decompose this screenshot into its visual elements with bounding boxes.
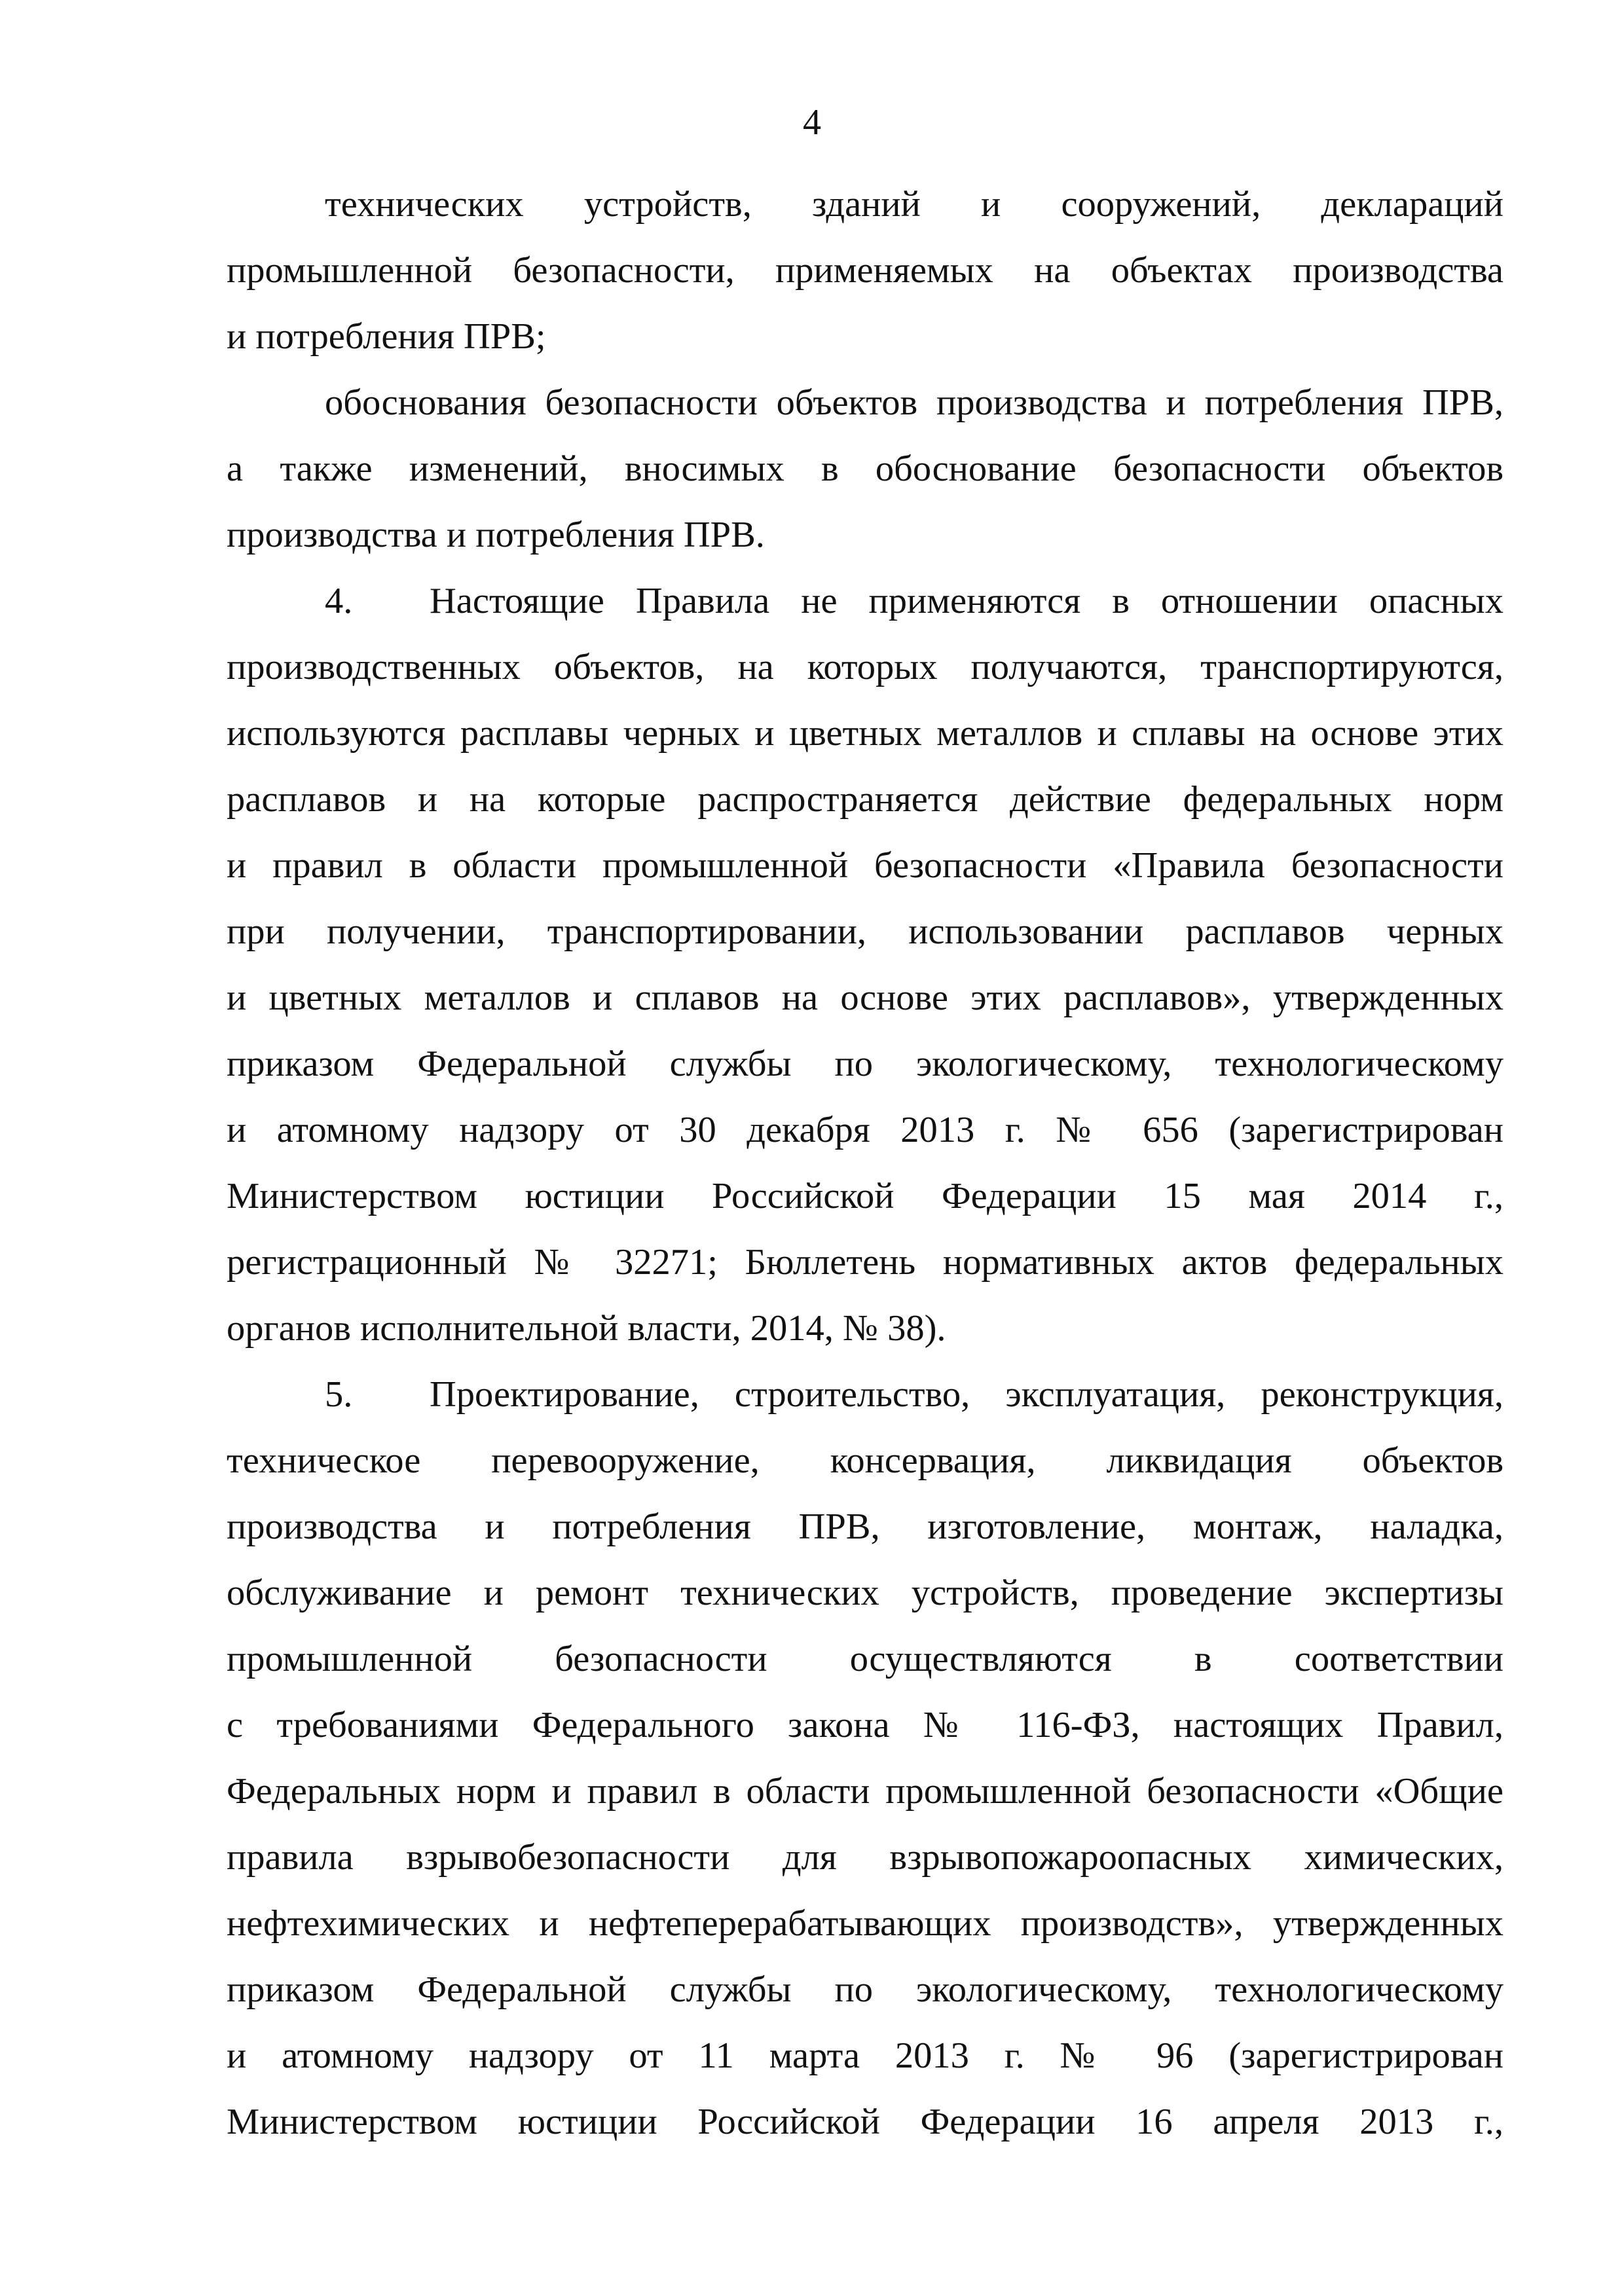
text-line: обоснования безопасности объектов производства и потребления ПРВ,	[325, 382, 1504, 423]
text-line: промышленной безопасности осуществляются в соответствии	[227, 1639, 1504, 1679]
text-line: и правил в области промышленной безопасности «Правила безопасности	[227, 845, 1504, 886]
text-line: и потребления ПРВ;	[227, 316, 546, 357]
page-number: 4	[803, 102, 821, 143]
text-line: производства и потребления ПРВ, изготовление, монтаж, наладка,	[227, 1506, 1504, 1547]
text-line: при получении, транспортировании, использовании расплавов черных	[227, 911, 1504, 952]
text-line: производственных объектов, на которых получаются, транспортируются,	[227, 647, 1504, 687]
paragraph-first-line	[227, 1362, 1504, 1428]
text-line: регистрационный № 32271; Бюллетень нормативных актов федеральных	[227, 1242, 1504, 1283]
text-line: Министерством юстиции Российской Федерации 16 апреля 2013 г.,	[227, 2102, 1504, 2142]
text-line: приказом Федеральной службы по экологическому, технологическому	[227, 1044, 1504, 1084]
text-line: производства и потребления ПРВ.	[227, 515, 765, 555]
text-line: органов исполнительной власти, 2014, № 38).	[227, 1308, 946, 1349]
text-line: промышленной безопасности, применяемых на объектах производства	[227, 250, 1504, 291]
text-line: и атомному надзору от 11 марта 2013 г. № 96 (зарегистрирован	[227, 2035, 1504, 2076]
text-line: Настоящие Правила не применяются в отношении опасных	[430, 581, 1504, 621]
paragraph-first-line	[227, 568, 1504, 634]
text-line: с требованиями Федерального закона № 116-ФЗ, настоящих Правил,	[227, 1705, 1504, 1745]
text-line: приказом Федеральной службы по экологическому, технологическому	[227, 1969, 1504, 2010]
text-line: используются расплавы черных и цветных металлов и сплавы на основе этих	[227, 713, 1504, 754]
text-line: и цветных металлов и сплавов на основе этих расплавов», утвержденных	[227, 977, 1504, 1018]
text-line: а также изменений, вносимых в обоснование безопасности объектов	[227, 448, 1504, 489]
text-line: правила взрывобезопасности для взрывопожароопасных химических,	[227, 1837, 1504, 1878]
body-text	[227, 172, 1504, 2155]
text-line: Министерством юстиции Российской Федерации 15 мая 2014 г.,	[227, 1176, 1504, 1216]
text-line: технических устройств, зданий и сооружений, деклараций	[325, 184, 1504, 225]
text-line: техническое перевооружение, консервация, ликвидация объектов	[227, 1440, 1504, 1481]
text-line: и атомному надзору от 30 декабря 2013 г. № 656 (зарегистрирован	[227, 1110, 1504, 1150]
text-line: Проектирование, строительство, эксплуатация, реконструкция,	[430, 1374, 1504, 1415]
text-line: расплавов и на которые распространяется действие федеральных норм	[227, 779, 1504, 820]
item-number: 4.	[325, 581, 353, 621]
text-line: обслуживание и ремонт технических устройств, проведение экспертизы	[227, 1573, 1504, 1613]
text-line: нефтехимических и нефтеперерабатывающих производств», утвержденных	[227, 1903, 1504, 1944]
item-number: 5.	[325, 1374, 353, 1415]
text-line: Федеральных норм и правил в области промышленной безопасности «Общие	[227, 1771, 1504, 1812]
